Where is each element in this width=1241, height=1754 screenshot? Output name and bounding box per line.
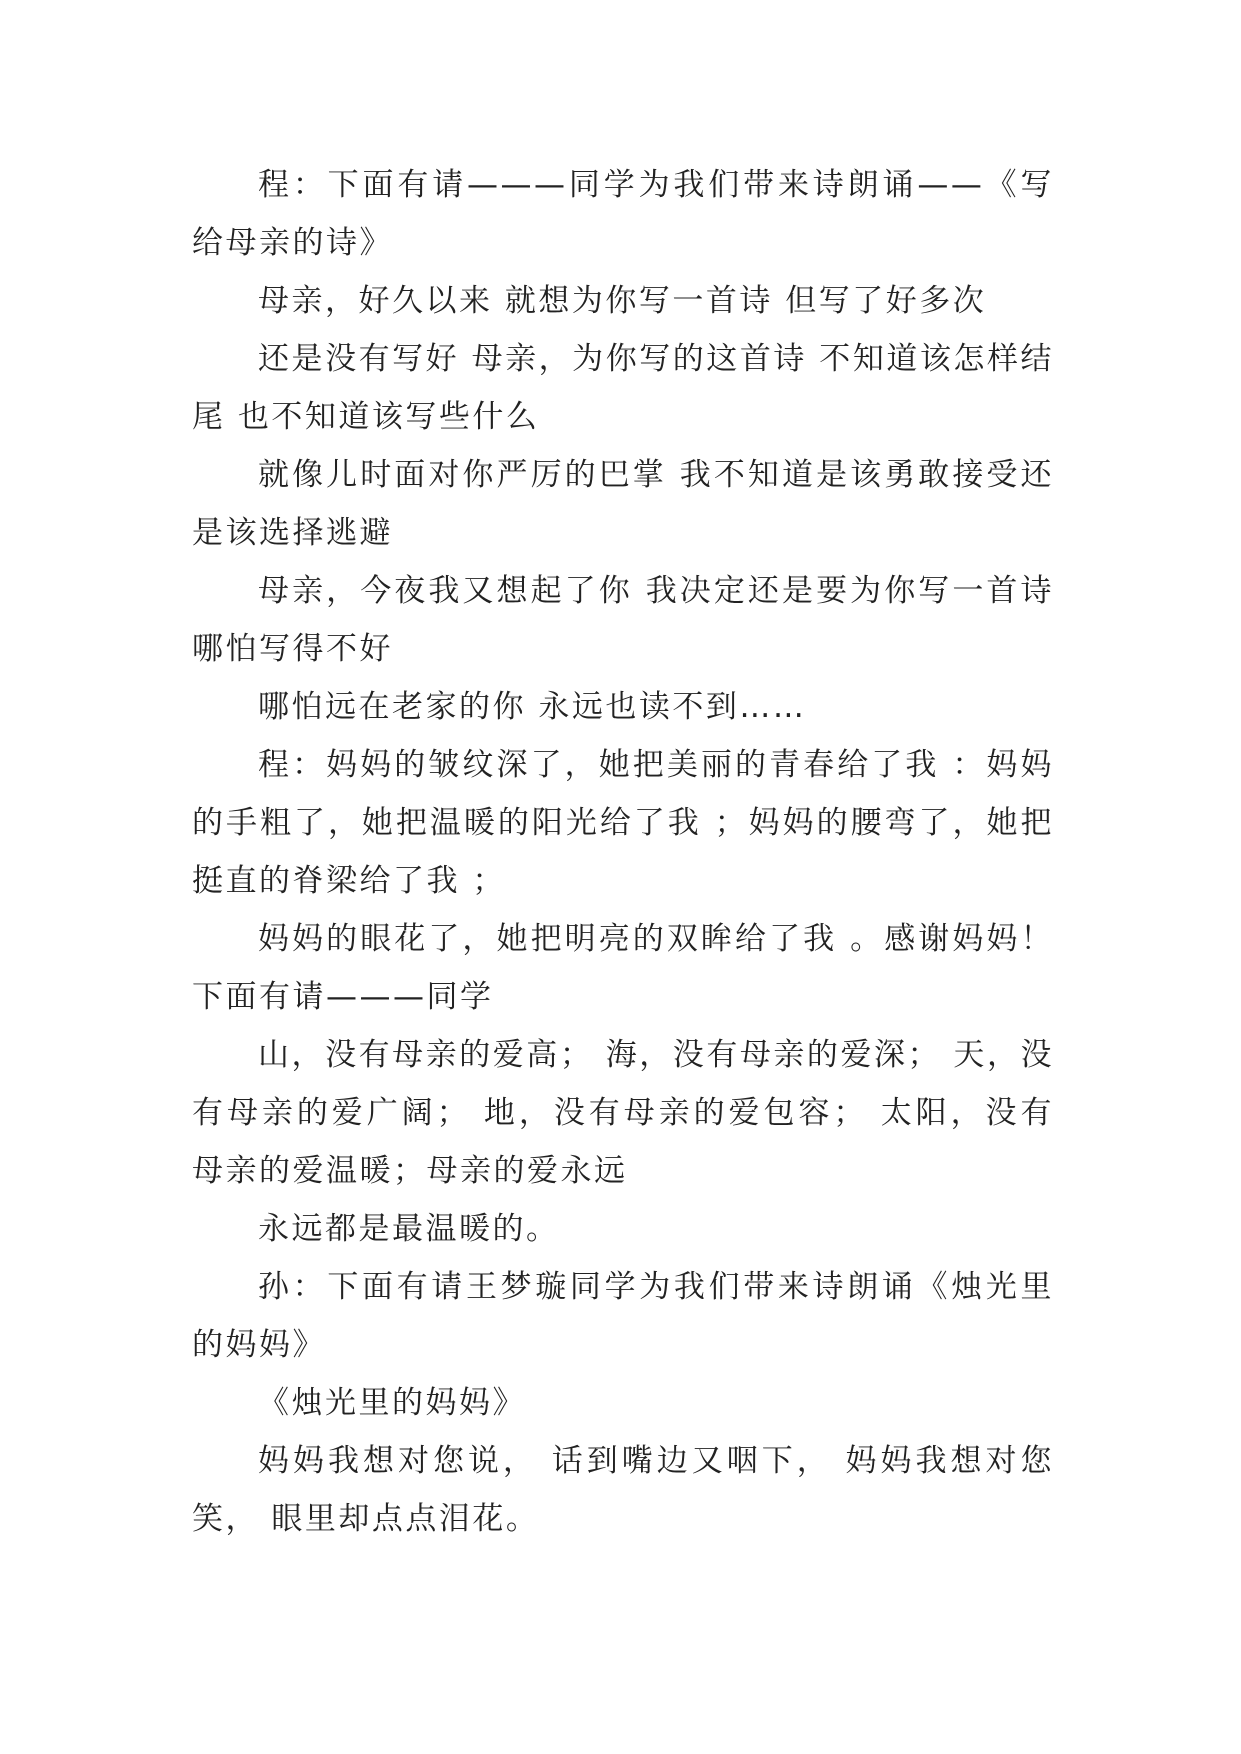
paragraph-poem-title: 《烛光里的妈妈》 [258,1385,526,1421]
paragraph-poem-line: 哪怕远在老家的你 永远也读不到…… [258,689,807,725]
paragraph-host-cheng-intro: 程：下面有请———同学为我们带来诗朗诵——《写给母亲的诗》 [192,167,1054,261]
paragraph-poem-line: 妈妈我想对您说， 话到嘴边又咽下， 妈妈我想对您笑， 眼里却点点泪花。 [192,1443,1054,1537]
paragraph-recitation: 永远都是最温暖的。 [258,1211,560,1247]
paragraph-poem-line: 母亲，好久以来 就想为你写一首诗 但写了好多次 [258,283,987,319]
paragraph-host-sun-intro: 孙：下面有请王梦璇同学为我们带来诗朗诵《烛光里的妈妈》 [192,1269,1054,1363]
paragraph-poem-line: 就像儿时面对你严厉的巴掌 我不知道是该勇敢接受还是该选择逃避 [192,457,1054,551]
paragraph-host-cheng-speech: 妈妈的眼花了，她把明亮的双眸给了我 。感谢妈妈！下面有请———同学 [192,921,1054,1015]
paragraph-host-cheng-speech: 程：妈妈的皱纹深了，她把美丽的青春给了我 ：妈妈的手粗了，她把温暖的阳光给了我 ；妈妈的腰弯了，她把挺直的脊梁给了我 ； [192,747,1054,899]
document-body [192,156,1054,1548]
paragraph-poem-line: 母亲，今夜我又想起了你 我决定还是要为你写一首诗哪怕写得不好 [192,573,1054,667]
paragraph-recitation: 山，没有母亲的爱高； 海，没有母亲的爱深； 天，没有母亲的爱广阔； 地，没有母亲的爱包容； 太阳，没有母亲的爱温暖；母亲的爱永远 [192,1037,1054,1189]
paragraph-poem-line: 还是没有写好 母亲，为你写的这首诗 不知道该怎样结尾 也不知道该写些什么 [192,341,1054,435]
